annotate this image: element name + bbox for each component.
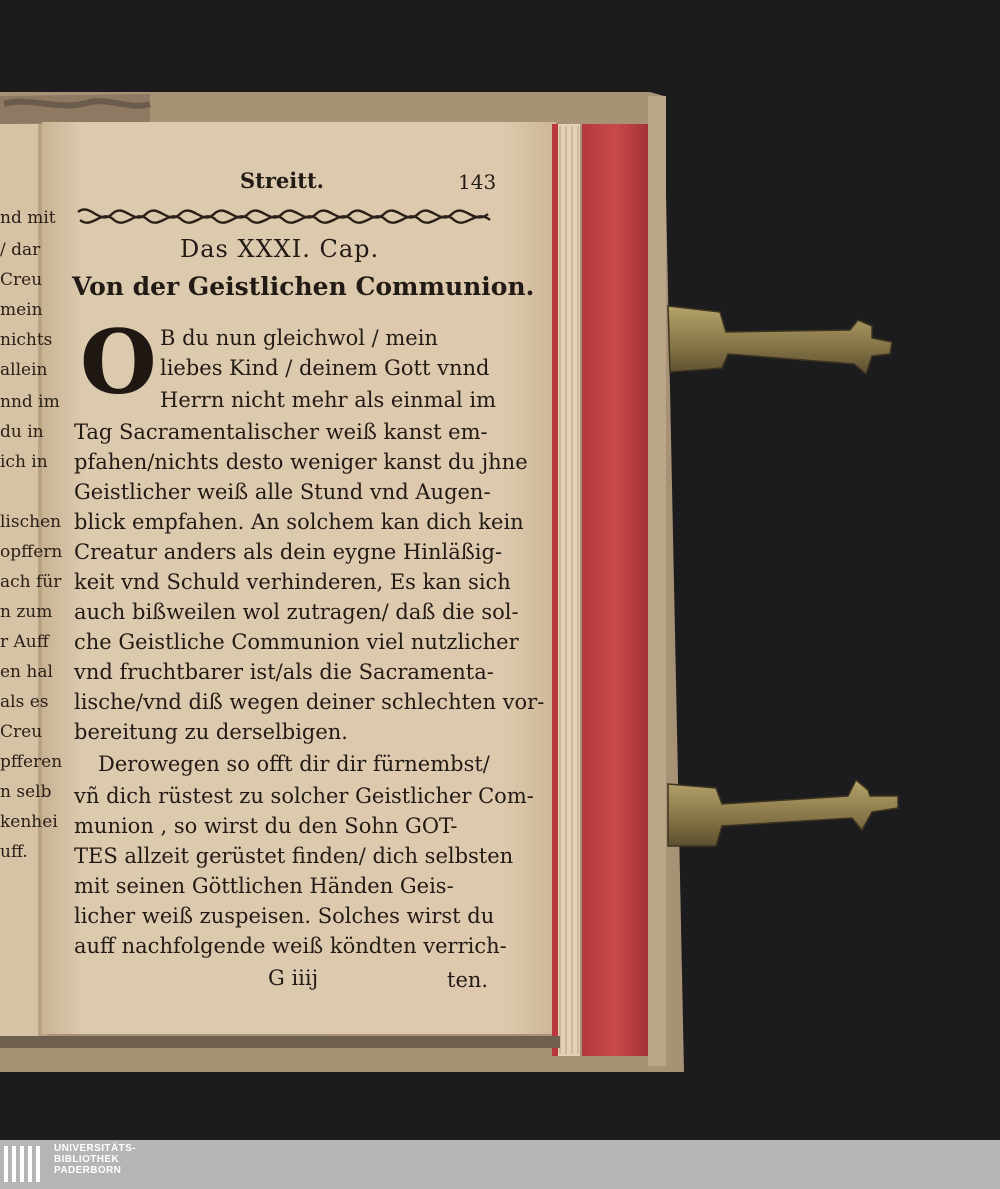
logo-text-line: BIBLIOTHEK bbox=[54, 1154, 120, 1165]
left-fragment: kenhei bbox=[0, 812, 58, 832]
left-fragment: n selb bbox=[0, 782, 52, 802]
body-line: bereitung zu derselbigen. bbox=[74, 720, 348, 744]
left-fragment: / dar bbox=[0, 240, 41, 260]
body-line: Geistlicher weiß alle Stund vnd Augen- bbox=[74, 480, 491, 504]
page-number: 143 bbox=[458, 170, 497, 194]
body-line: B du nun gleichwol / mein bbox=[160, 326, 438, 350]
left-fragment: allein bbox=[0, 360, 48, 380]
drop-initial: O bbox=[80, 310, 157, 414]
left-fragment: en hal bbox=[0, 662, 53, 682]
logo-text-line: UNIVERSITÄTS- bbox=[54, 1143, 136, 1154]
body-line: Tag Sacramentalischer weiß kanst em- bbox=[74, 420, 488, 444]
red-page-edges bbox=[582, 124, 650, 1056]
upper-clasp bbox=[668, 306, 892, 374]
body-line: auch bißweilen wol zutragen/ daß die sol- bbox=[74, 600, 519, 624]
left-fragment: ich in bbox=[0, 452, 48, 472]
left-fragment: n zum bbox=[0, 602, 53, 622]
body-line: Derowegen so offt dir dir fürnembst/ bbox=[98, 752, 490, 776]
left-fragment: ach für bbox=[0, 572, 62, 592]
body-line: auff nachfolgende weiß köndten verrich- bbox=[74, 934, 507, 958]
body-line: vnd fruchtbarer ist/als die Sacramenta- bbox=[74, 660, 494, 684]
body-line: munion , so wirst du den Sohn GOT- bbox=[74, 814, 458, 838]
library-logo-icon bbox=[0, 1140, 46, 1189]
left-fragment: nichts bbox=[0, 330, 53, 350]
body-line: pfahen/nichts desto weniger kanst du jhne bbox=[74, 450, 528, 474]
left-fragment: opffern bbox=[0, 542, 63, 562]
running-head: Streitt. bbox=[240, 168, 324, 193]
left-fragment: Creu bbox=[0, 722, 43, 742]
logo-text-line: PADERBORN bbox=[54, 1165, 122, 1176]
chapter-title: Von der Geistlichen Communion. bbox=[72, 272, 535, 301]
left-fragment: uff. bbox=[0, 842, 28, 862]
body-line: Creatur anders als dein eygne Hinläßig- bbox=[74, 540, 503, 564]
left-fragment: nnd im bbox=[0, 392, 60, 412]
signature-mark: G iiij bbox=[268, 966, 319, 990]
lower-clasp bbox=[668, 780, 898, 846]
left-fragment: r Auff bbox=[0, 632, 49, 652]
body-line: liebes Kind / deinem Gott vnnd bbox=[160, 356, 490, 380]
body-line: blick empfahen. An solchem kan dich kein bbox=[74, 510, 524, 534]
left-fragment: du in bbox=[0, 422, 44, 442]
library-footer-bar bbox=[0, 1140, 1000, 1189]
body-line: keit vnd Schuld verhinderen, Es kan sich bbox=[74, 570, 511, 594]
left-fragment: als es bbox=[0, 692, 49, 712]
left-fragment: Creu bbox=[0, 270, 43, 290]
left-fragment: mein bbox=[0, 300, 43, 320]
body-line: Herrn nicht mehr als einmal im bbox=[160, 388, 497, 412]
body-line: lische/vnd diß wegen deiner schlechten vor- bbox=[74, 690, 545, 714]
catchword: ten. bbox=[447, 968, 489, 992]
body-line: TES allzeit gerüstet finden/ dich selbsten bbox=[74, 844, 514, 868]
left-fragment: pfferen bbox=[0, 752, 63, 772]
body-line: mit seinen Göttlichen Händen Geis- bbox=[74, 874, 454, 898]
left-fragment: nd mit bbox=[0, 208, 56, 228]
chapter-number: Das XXXI. Cap. bbox=[180, 235, 380, 263]
body-line: che Geistliche Communion viel nutzlicher bbox=[74, 630, 519, 654]
left-fragment: lischen bbox=[0, 512, 62, 532]
body-line: licher weiß zuspeisen. Solches wirst du bbox=[74, 904, 495, 928]
body-line: vñ dich rüstest zu solcher Geistlicher Com- bbox=[74, 784, 534, 808]
